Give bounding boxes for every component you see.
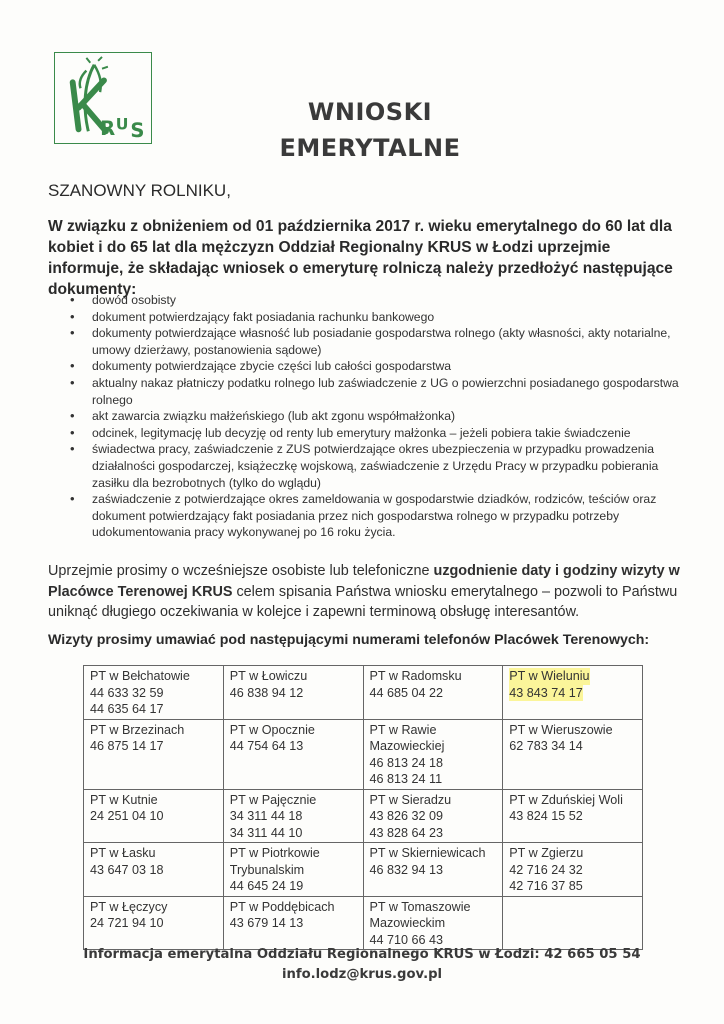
svg-text:R: R (100, 117, 116, 141)
phone-number: 24 251 04 10 (90, 809, 164, 823)
office-name: PT w Wieruszowie (509, 722, 613, 737)
phone-number: 43 647 03 18 (90, 862, 164, 877)
appointment-paragraph (48, 561, 688, 623)
phone-number: 62 783 34 14 (509, 739, 583, 753)
list-item: • dokumenty potwierdzające zbycie części lub całości gospodarstwa (68, 358, 688, 375)
document-title (240, 94, 500, 166)
table-row (84, 719, 643, 789)
svg-text:U: U (115, 114, 129, 134)
document-list (68, 292, 688, 541)
phone-number: 46 838 94 12 (229, 685, 304, 700)
phone-number: 46 832 94 13 (369, 862, 444, 877)
title-line-2: EMERYTALNE (279, 134, 461, 162)
svg-text:S: S (130, 119, 145, 143)
phone-number: 42 716 24 32 (509, 862, 583, 877)
office-name: PT w Zgierzu (509, 846, 584, 860)
phone-number: 43 824 15 52 (509, 809, 583, 823)
list-item: • dokumenty potwierdzające własność lub posiadanie gospodarstwa rolnego (akty własności, akty notarialne, umowy dzierżawy, postanowienia sądowe) (68, 325, 688, 358)
office-name: PT w Radomsku (369, 669, 462, 683)
phone-number: 44 685 04 22 (369, 685, 444, 700)
office-name: PT w Opocznie (229, 722, 315, 737)
phone-number: 42 716 37 85 (509, 879, 583, 893)
table-row (84, 896, 643, 950)
table-cell (84, 843, 224, 897)
phone-number: 43 843 74 17 (509, 685, 583, 700)
table-cell (223, 719, 363, 789)
table-cell (363, 896, 503, 950)
office-name: PT w Pajęcznie (229, 792, 317, 807)
appointment-text-2: celem spisania Państwa wniosku emerytalnego – pozwoli to Państwu uniknąć długiego oczekiwania w kolejce i zapewni terminową obsługę interesantów. (48, 583, 678, 620)
table-cell (503, 843, 643, 897)
table-cell (223, 789, 363, 843)
table-row (84, 666, 643, 720)
phone-number: 44 635 64 17 (90, 702, 164, 716)
office-name: PT w Sieradzu (369, 792, 452, 807)
table-cell (84, 896, 224, 950)
phone-number: 44 754 64 13 (229, 739, 304, 753)
table-cell (503, 896, 643, 950)
krus-logo (54, 52, 152, 144)
office-name: PT w Tomaszowie (369, 899, 471, 914)
phone-table (83, 665, 643, 950)
phone-number: 34 311 44 18 (229, 809, 303, 823)
office-name: PT w Zduńskiej Woli (509, 792, 623, 807)
table-cell (363, 789, 503, 843)
phone-number: 43 679 14 13 (229, 916, 304, 930)
appointment-text-bold: uzgodnienie daty i godziny wizyty w Placówce Terenowej KRUS (48, 563, 680, 600)
office-name: PT w Kutnie (90, 792, 158, 807)
greeting: SZANOWNY ROLNIKU, (48, 181, 231, 200)
office-name: Mazowieckim (369, 916, 446, 930)
table-cell (84, 666, 224, 720)
phone-number: 44 710 66 43 (369, 932, 444, 947)
table-row (84, 843, 643, 897)
title-line-1: WNIOSKI (307, 98, 433, 126)
phone-number: 46 813 24 18 (369, 755, 444, 770)
phones-intro: Wizyty prosimy umawiać pod następującymi numerami telefonów Placówek Terenowych: (48, 632, 650, 648)
list-item: • dowód osobisty (68, 292, 688, 309)
list-item: • dokument potwierdzający fakt posiadania rachunku bankowego (68, 309, 688, 326)
list-item: • odcinek, legitymację lub decyzję od renty lub emerytury małżonka – jeżeli pobiera takie świadczenie (68, 425, 688, 442)
table-cell (503, 789, 643, 843)
intro-paragraph: W związku z obniżeniem od 01 października 2017 r. wieku emerytalnego do 60 lat dla kobiet i do 65 lat dla mężczyzn Oddział Regionalny KRUS w Łodzi uprzejmie informuje, że składając wniosek o emeryturę rolniczą należy przedłożyć następujące dokumenty: (48, 218, 673, 298)
table-cell (363, 719, 503, 789)
office-name: PT w Skierniewicach (369, 846, 486, 860)
phone-number: 24 721 94 10 (90, 916, 164, 930)
office-name: PT w Poddębicach (229, 899, 335, 914)
list-item: • zaświadczenie z potwierdzające okres zameldowania w gospodarstwie dziadków, rodziców, teściów oraz dokument potwierdzający fakt posiadania przez nich gospodarstwa rolnego w przypadku potrzeby udokumentowania pracy wykonywanej po 16 roku życia. (68, 491, 688, 541)
table-cell (503, 666, 643, 720)
list-item: • świadectwa pracy, zaświadczenie z ZUS potwierdzające okres ubezpieczenia w przypadku prowadzenia działalności gospodarczej, książeczkę wojskową, zaświadczenie z Urzędu Pracy w przypadku pobierania zasiłku dla bezrobotnych (tylko do wglądu) (68, 441, 688, 491)
phone-number: 43 828 64 23 (369, 825, 444, 840)
footer-info: Informacja emerytalna Oddziału Regionalnego KRUS w Łodzi: 42 665 05 54 (83, 947, 641, 962)
list-item: • aktualny nakaz płatniczy podatku rolnego lub zaświadczenie z UG o powierzchni posiadanego gospodarstwa rolnego (68, 375, 688, 408)
table-cell (223, 843, 363, 897)
office-name: PT w Wieluniu (509, 669, 590, 683)
phone-number: 46 813 24 11 (369, 772, 443, 786)
phone-number: 44 645 24 19 (229, 879, 304, 893)
phone-number: 43 826 32 09 (369, 809, 444, 823)
table-cell (223, 666, 363, 720)
table-cell (84, 719, 224, 789)
table-cell (503, 719, 643, 789)
krus-logo-icon (55, 53, 151, 143)
office-name: PT w Bełchatowie (90, 669, 190, 683)
footer-email[interactable]: info.lodz@krus.gov.pl (281, 967, 443, 982)
office-name: Mazowieckiej (369, 739, 445, 753)
office-name: PT w Łasku (90, 846, 156, 860)
office-name: PT w Rawie (369, 722, 437, 737)
table-cell (84, 789, 224, 843)
office-name: PT w Piotrkowie (229, 846, 320, 860)
office-name: PT w Brzezinach (90, 722, 185, 737)
table-cell (223, 896, 363, 950)
list-item: • akt zawarcia związku małżeńskiego (lub akt zgonu współmałżonka) (68, 408, 688, 425)
office-name: Trybunalskim (229, 862, 305, 877)
phone-number: 46 875 14 17 (90, 739, 164, 753)
phone-number: 34 311 44 10 (229, 825, 303, 840)
table-row (84, 789, 643, 843)
office-name: PT w Łowiczu (229, 669, 308, 683)
table-cell (363, 843, 503, 897)
phone-number: 44 633 32 59 (90, 685, 164, 700)
appointment-text-1: Uprzejmie prosimy o wcześniejsze osobiste lub telefoniczne (48, 563, 434, 579)
table-cell (363, 666, 503, 720)
office-name: PT w Łęczycy (90, 899, 168, 914)
